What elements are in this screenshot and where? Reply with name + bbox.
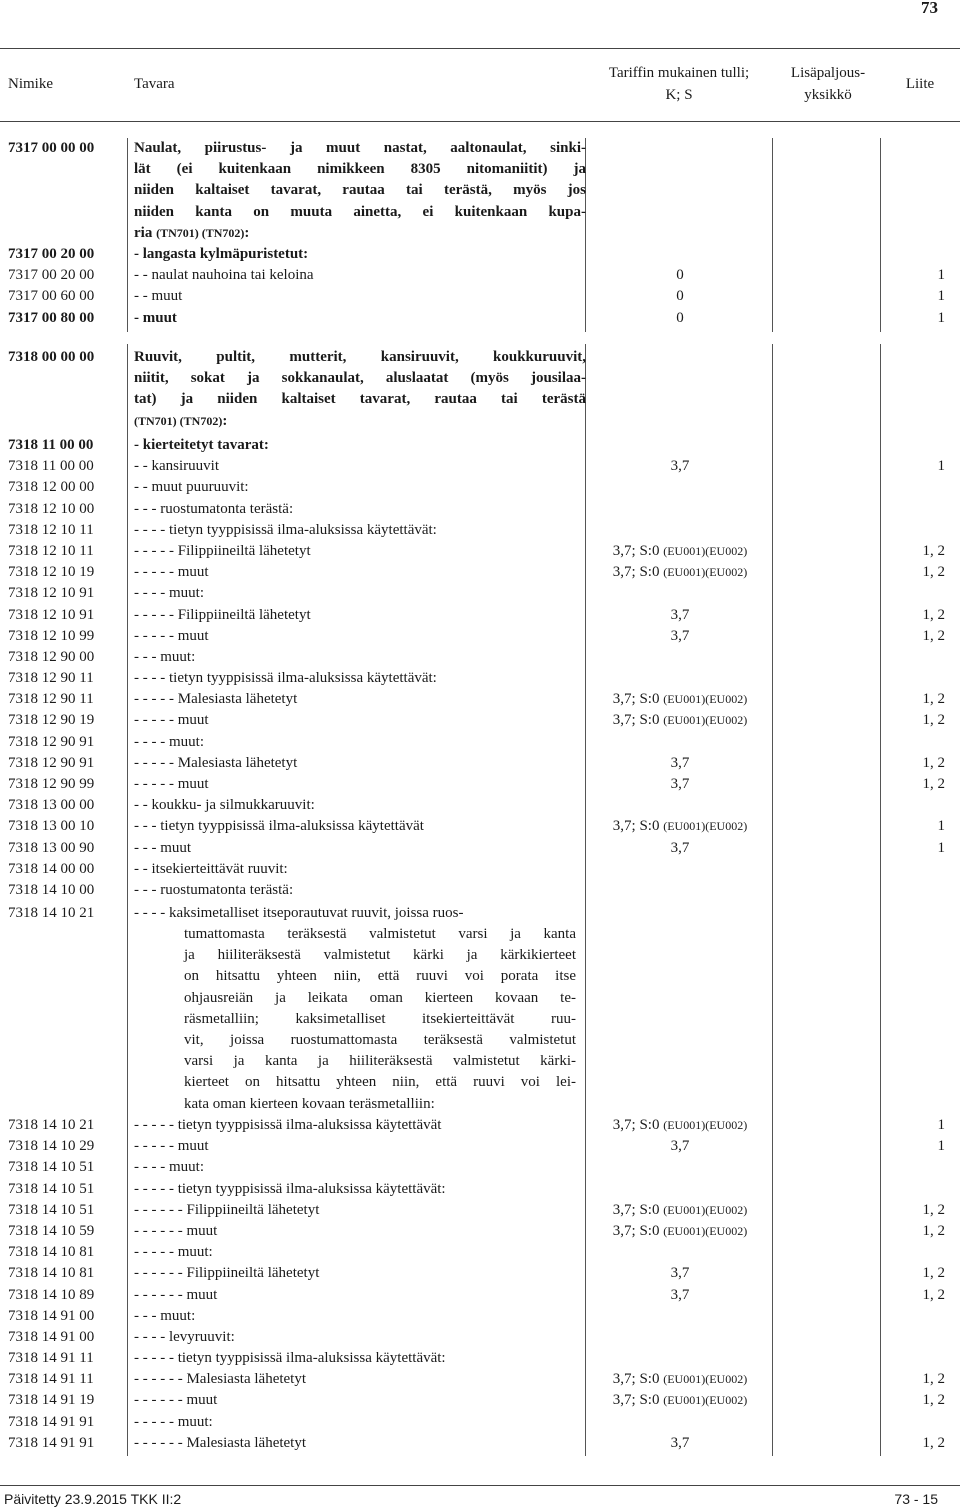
description-line: vit, joissa ruostumattomasta teräksestä valmistetut — [184, 1032, 576, 1049]
heading-line: Ruuvit, pultit, mutterit, kansiruuvit, koukkuruuvit, — [134, 349, 586, 365]
header-tavara: Tavara — [134, 76, 175, 92]
description-line: on hitsattu yhteen niin, että ruuvi voi porata itse — [184, 968, 576, 985]
heading-line: niiden kanta on muuta ainetta, ei kuitenkaan kupa- — [134, 203, 586, 220]
description: - - naulat nauhoina tai keloina — [134, 267, 314, 284]
heading-code: 7318 00 00 00 — [8, 349, 95, 365]
table-row — [0, 1306, 960, 1327]
rows-7318-a — [0, 435, 960, 901]
description-line: räsmetalliin; kaksimetalliset itsekierteittävät ruu- — [184, 1010, 576, 1027]
description: - - muut puuruuvit: — [134, 479, 249, 496]
eu-reference: (EU001)(EU002) — [663, 713, 748, 728]
description: - - - - - tietyn tyyppisissä ilma-aluksissa käytettävät — [134, 1117, 442, 1133]
table-row — [0, 477, 960, 498]
description: - - - - - - Filippiineiltä lähetetyt — [134, 1201, 320, 1218]
cn-code: 7318 11 00 00 — [8, 437, 94, 453]
duty-value: 3,7; S:0 — [612, 1392, 660, 1409]
description: - - koukku- ja silmukkaruuvit: — [134, 797, 315, 814]
duty-value: 3,7 — [670, 1265, 690, 1282]
duty-value: 3,7; S:0 — [612, 542, 660, 559]
description: - muut — [134, 309, 177, 326]
duty-rate — [570, 1263, 790, 1284]
description: - - - - tietyn tyyppisissä ilma-aluksissa käytettävät: — [134, 670, 437, 687]
cn-code: 7318 12 90 91 — [8, 754, 95, 771]
description: - - - muut: — [134, 1307, 196, 1324]
duty-rate — [570, 1390, 790, 1411]
duty-rate — [570, 308, 790, 329]
annex: 1 — [937, 288, 945, 305]
footer-updated: Päivitetty 23.9.2015 TKK II:2 — [4, 1491, 182, 1507]
cn-code: 7318 14 10 59 — [8, 1222, 95, 1239]
duty-rate — [570, 1433, 790, 1454]
description: - - - - - muut — [134, 564, 209, 581]
cn-code: 7318 12 10 99 — [8, 627, 95, 644]
description: - - - - - muut: — [134, 1244, 213, 1261]
cn-code: 7318 13 00 10 — [8, 818, 95, 835]
table-row — [0, 541, 960, 562]
eu-reference: (EU001)(EU002) — [663, 1118, 748, 1132]
duty-value: 3,7; S:0 — [612, 1117, 660, 1133]
table-row — [0, 435, 960, 456]
cn-code: 7318 14 00 00 — [8, 860, 95, 877]
header-liite: Liite — [905, 76, 935, 92]
eu-reference: (EU001)(EU002) — [663, 1223, 748, 1238]
annex: 1, 2 — [922, 712, 945, 729]
duty-rate — [570, 456, 790, 477]
duty-value: 3,7; S:0 — [612, 1201, 660, 1218]
table-row — [0, 774, 960, 795]
description: - - - - - Filippiineiltä lähetetyt — [134, 606, 311, 623]
description: - - - - - muut — [134, 712, 209, 729]
description: - - - ruostumatonta terästä: — [134, 881, 294, 898]
cn-code: 7318 14 91 00 — [8, 1328, 95, 1345]
cn-code: 7318 12 90 91 — [8, 733, 95, 750]
description-line: varsi ja kanta ja hiiliteräksestä valmistetut kärki- — [184, 1053, 576, 1070]
description: - - - - - muut — [134, 627, 209, 644]
description: - - - - - - muut — [134, 1286, 218, 1303]
duty-value: 3,7; S:0 — [612, 712, 660, 729]
tn-reference: (TN701) (TN702) — [156, 225, 245, 240]
duty-value: 3,7 — [670, 776, 690, 792]
description: - - - muut: — [134, 648, 196, 665]
annex: 1 — [937, 1117, 945, 1133]
cn-code: 7318 14 10 29 — [8, 1138, 95, 1155]
eu-reference: (EU001)(EU002) — [663, 692, 748, 707]
table-row — [0, 1136, 960, 1157]
duty-rate — [570, 1115, 790, 1136]
eu-reference: (EU001)(EU002) — [663, 1202, 748, 1217]
annex: 1 — [937, 818, 945, 835]
duty-rate — [570, 1136, 790, 1157]
annex: 1 — [937, 839, 945, 856]
cn-code: 7318 14 91 19 — [8, 1392, 95, 1409]
header-nimike: Nimike — [8, 76, 53, 92]
long-entry-description — [184, 924, 576, 1115]
annex: 1, 2 — [922, 1286, 945, 1303]
duty-value: 3,7 — [670, 1434, 690, 1451]
description: - - - - tietyn tyyppisissä ilma-aluksissa käytettävät: — [134, 521, 437, 538]
cn-code: 7318 14 10 51 — [8, 1201, 95, 1218]
duty-value: 3,7; S:0 — [612, 1222, 660, 1239]
page-number: 73 — [921, 0, 938, 17]
duty-rate — [570, 286, 790, 307]
description: - - - - levyruuvit: — [134, 1328, 235, 1345]
cn-code: 7318 13 00 00 — [8, 797, 95, 814]
cn-code: 7317 00 60 00 — [8, 288, 95, 305]
description: - - - - - - muut — [134, 1222, 218, 1239]
heading-code: 7317 00 00 00 — [8, 140, 95, 156]
table-row — [0, 605, 960, 626]
table-row — [0, 308, 960, 329]
table-row — [0, 1433, 960, 1454]
description-line: ohjausreiän ja leikata oman kierteen kovaan te- — [184, 989, 576, 1006]
eu-reference: (EU001)(EU002) — [663, 1393, 748, 1408]
table-row — [0, 1242, 960, 1263]
duty-value: 3,7 — [670, 606, 690, 623]
cn-code: 7318 11 00 00 — [8, 458, 94, 475]
description: - - - - kaksimetalliset itseporautuvat ruuvit, joissa ruos- — [134, 905, 464, 921]
duty-rate — [570, 689, 790, 710]
cn-code: 7318 14 10 51 — [8, 1180, 95, 1197]
description: - - muut — [134, 288, 183, 305]
heading-line: lät (ei kuitenkaan nimikkeen 8305 nitomaniitit) ja — [134, 161, 586, 178]
table-row — [0, 265, 960, 286]
description: - - - - - Malesiasta lähetetyt — [134, 754, 298, 771]
duty-value: 3,7 — [670, 1138, 690, 1155]
eu-reference: (EU001)(EU002) — [663, 819, 748, 834]
duty-rate — [570, 1369, 790, 1390]
annex: 1 — [937, 458, 945, 475]
table-row — [0, 583, 960, 604]
annex: 1, 2 — [922, 1392, 945, 1409]
annex: 1, 2 — [922, 1371, 945, 1388]
duty-rate — [570, 774, 790, 795]
duty-value: 3,7; S:0 — [612, 691, 660, 708]
duty-value: 0 — [676, 267, 684, 284]
description-line: kierteet on hitsattu yhteen niin, että ruuvi voi lei- — [184, 1074, 576, 1091]
table-row — [0, 859, 960, 880]
table-header — [0, 62, 960, 112]
duty-value: 3,7; S:0 — [612, 1371, 660, 1388]
annex: 1, 2 — [922, 542, 945, 559]
table-row — [0, 244, 960, 265]
description: - - - - muut: — [134, 585, 204, 602]
annex: 1, 2 — [922, 776, 945, 792]
header-tariff-line2: K; S — [665, 87, 693, 103]
cn-code: 7318 12 90 11 — [8, 691, 94, 708]
heading-line: tat) ja niiden kaltaiset tavarat, rautaa tai terästä — [134, 391, 586, 408]
cn-code: 7318 14 10 81 — [8, 1244, 95, 1261]
table-row — [0, 1157, 960, 1178]
table-row — [0, 1348, 960, 1369]
cn-code: 7318 12 90 99 — [8, 776, 95, 792]
table-row — [0, 1390, 960, 1411]
description: - - - muut — [134, 839, 192, 856]
annex: 1 — [937, 1138, 945, 1155]
cn-code: 7318 14 91 91 — [8, 1413, 95, 1430]
annex: 1, 2 — [922, 754, 945, 771]
duty-rate — [570, 265, 790, 286]
table-row — [0, 647, 960, 668]
table-row — [0, 1115, 960, 1136]
table-row — [0, 795, 960, 816]
cn-code: 7318 14 10 21 — [8, 1117, 95, 1133]
table-row — [0, 710, 960, 731]
cn-code: 7318 12 90 11 — [8, 670, 94, 687]
description: - - - - muut: — [134, 733, 204, 750]
description: - langasta kylmäpuristetut: — [134, 246, 309, 262]
table-row — [0, 668, 960, 689]
table-row — [0, 753, 960, 774]
table-row — [0, 562, 960, 583]
description: - - - - - - muut — [134, 1392, 218, 1409]
header-tariff — [598, 62, 760, 106]
table-row — [0, 838, 960, 859]
duty-value: 3,7; S:0 — [612, 564, 660, 581]
annex: 1, 2 — [922, 1265, 945, 1282]
table-row — [0, 1327, 960, 1348]
duty-rate — [570, 753, 790, 774]
description: - - - - - Filippiineiltä lähetetyt — [134, 542, 311, 559]
duty-rate — [570, 541, 790, 562]
duty-rate — [570, 710, 790, 731]
duty-rate — [570, 605, 790, 626]
heading-line: niiden kaltaiset tavarat, rautaa tai terästä, myös jos — [134, 182, 586, 199]
annex: 1, 2 — [922, 1201, 945, 1218]
table-row — [0, 880, 960, 901]
cn-code: 7318 14 91 11 — [8, 1350, 94, 1367]
duty-rate — [570, 1221, 790, 1242]
duty-value: 3,7 — [670, 1286, 690, 1303]
table-row — [0, 1285, 960, 1306]
cn-code: 7318 14 10 89 — [8, 1286, 95, 1303]
duty-value: 3,7; S:0 — [612, 818, 660, 835]
annex: 1, 2 — [922, 564, 945, 581]
description: - - - - - muut — [134, 1138, 209, 1155]
cn-code: 7318 14 91 91 — [8, 1434, 95, 1451]
description: - - - - - - Malesiasta lähetetyt — [134, 1434, 307, 1451]
rows-7317 — [0, 244, 960, 329]
long-entry — [0, 903, 960, 924]
cn-code: 7317 00 20 00 — [8, 246, 95, 262]
cn-code: 7318 12 90 19 — [8, 712, 95, 729]
cn-code: 7318 12 10 00 — [8, 500, 95, 517]
duty-value: 3,7 — [670, 627, 690, 644]
footer-page-ref: 73 - 15 — [894, 1491, 938, 1507]
heading-line: niitit, sokat ja sokkanaulat, aluslaatat (myös jousilaa- — [134, 370, 586, 387]
description: - - - - muut: — [134, 1159, 204, 1176]
table-row — [0, 286, 960, 307]
heading-line-text: ria — [134, 224, 153, 241]
cn-code: 7318 12 10 11 — [8, 542, 94, 559]
table-row — [0, 626, 960, 647]
cn-code: 7318 12 10 11 — [8, 521, 94, 538]
heading-7317-description — [134, 138, 586, 244]
cn-code: 7318 14 10 00 — [8, 881, 95, 898]
table-row — [0, 456, 960, 477]
cn-code: 7318 13 00 90 — [8, 839, 95, 856]
duty-value: 3,7 — [670, 839, 690, 856]
cn-code: 7317 00 80 00 — [8, 309, 95, 326]
cn-code: 7318 12 10 19 — [8, 564, 95, 581]
duty-rate — [570, 1285, 790, 1306]
header-tariff-line1: Tariffin mukainen tulli; — [608, 65, 750, 81]
table-row — [0, 1179, 960, 1200]
table-row — [0, 816, 960, 837]
cn-code: 7318 12 90 00 — [8, 648, 95, 665]
table-row — [0, 689, 960, 710]
description: - kierteitetyt tavarat: — [134, 437, 269, 453]
description-line: ja hiiliteräksestä valmistetut kärki ja kärkikierteet — [184, 947, 576, 964]
cn-code: 7318 14 91 00 — [8, 1307, 95, 1324]
cn-code: 7318 12 10 91 — [8, 606, 95, 623]
description: - - - - - - Malesiasta lähetetyt — [134, 1371, 307, 1388]
description: - - - - - tietyn tyyppisissä ilma-aluksissa käytettävät: — [134, 1180, 446, 1197]
duty-rate — [570, 1200, 790, 1221]
description: - - - ruostumatonta terästä: — [134, 500, 294, 517]
table-row — [0, 520, 960, 541]
heading-line-end: : — [244, 224, 250, 241]
table-row — [0, 1369, 960, 1390]
duty-value: 3,7 — [670, 458, 690, 475]
cn-code: 7318 14 10 21 — [8, 905, 95, 921]
duty-rate — [570, 816, 790, 837]
heading-7318-description — [134, 347, 586, 432]
description: - - kansiruuvit — [134, 458, 219, 475]
annex: 1, 2 — [922, 1222, 945, 1239]
duty-value: 0 — [676, 309, 684, 326]
table-row — [0, 1200, 960, 1221]
rows-7318-b — [0, 1115, 960, 1454]
tn-reference: (TN701) (TN702) — [134, 413, 223, 428]
description-line: kata oman kierteen kovaan teräsmetalliin: — [184, 1095, 435, 1112]
duty-rate — [570, 626, 790, 647]
cn-code: 7318 12 00 00 — [8, 479, 95, 496]
description: - - - - - tietyn tyyppisissä ilma-aluksissa käytettävät: — [134, 1350, 446, 1367]
footer-rule — [0, 1485, 960, 1486]
duty-rate — [570, 562, 790, 583]
annex: 1 — [937, 267, 945, 284]
description-line: tumattomasta teräksestä valmistetut varsi ja kanta — [184, 926, 576, 942]
heading-line: Naulat, piirustus- ja muut nastat, aaltonaulat, sinki- — [134, 140, 586, 156]
cn-code: 7318 12 10 91 — [8, 585, 95, 602]
table-row — [0, 499, 960, 520]
cn-code: 7318 14 10 51 — [8, 1159, 95, 1176]
table-row — [0, 732, 960, 753]
annex: 1 — [937, 309, 945, 326]
heading-line-end: : — [222, 412, 228, 429]
description: - - itsekierteittävät ruuvit: — [134, 860, 288, 877]
cn-code: 7318 14 10 81 — [8, 1265, 95, 1282]
duty-value: 3,7 — [670, 754, 690, 771]
duty-value: 0 — [676, 288, 684, 305]
heading-line — [134, 411, 586, 432]
annex: 1, 2 — [922, 606, 945, 623]
heading-line — [134, 223, 586, 244]
header-supplementary-unit — [778, 62, 878, 106]
table-row — [0, 1263, 960, 1284]
header-rule — [0, 121, 960, 122]
duty-rate — [570, 838, 790, 859]
table-row — [0, 1221, 960, 1242]
cn-code: 7317 00 20 00 — [8, 267, 95, 284]
header-lisa-line2: yksikkö — [804, 87, 852, 103]
description: - - - - - muut — [134, 776, 209, 792]
table-row — [0, 1412, 960, 1433]
annex: 1, 2 — [922, 1434, 945, 1451]
eu-reference: (EU001)(EU002) — [663, 1372, 748, 1387]
annex: 1, 2 — [922, 627, 945, 644]
description: - - - - - muut: — [134, 1413, 213, 1430]
cn-code: 7318 14 91 11 — [8, 1371, 94, 1388]
header-lisa-line1: Lisäpaljous- — [790, 65, 866, 81]
eu-reference: (EU001)(EU002) — [663, 543, 748, 558]
annex: 1, 2 — [922, 691, 945, 708]
eu-reference: (EU001)(EU002) — [663, 565, 748, 580]
description: - - - tietyn tyyppisissä ilma-aluksissa käytettävät — [134, 818, 424, 835]
description: - - - - - Malesiasta lähetetyt — [134, 691, 298, 708]
description: - - - - - - Filippiineiltä lähetetyt — [134, 1265, 320, 1282]
top-rule — [0, 48, 960, 49]
